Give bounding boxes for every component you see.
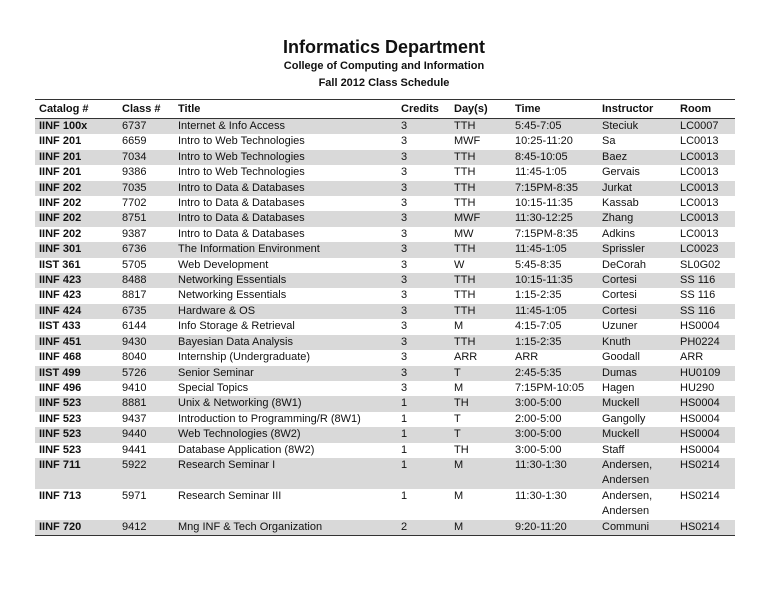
cell-room: LC0013 — [680, 227, 719, 240]
table-header-row — [35, 100, 735, 119]
cell-time: 3:00-5:00 — [511, 396, 598, 411]
cell-days: TTH — [454, 289, 476, 302]
cell-class: 8881 — [118, 396, 174, 411]
term-subtitle: Fall 2012 Class Schedule — [318, 77, 450, 89]
cell-days: M — [454, 381, 464, 394]
cell-room: SL0G02 — [680, 258, 721, 271]
cell-time: 11:45-1:05 — [511, 304, 598, 319]
cell-catalog: IINF 201 — [35, 150, 118, 165]
cell-days: T — [454, 412, 461, 425]
table-row — [35, 350, 735, 365]
table-row — [35, 520, 735, 536]
cell-room: SS 116 — [680, 289, 716, 302]
cell-time: 11:45-1:05 — [515, 166, 567, 179]
cell-days: TH — [450, 396, 511, 411]
cell-credits: 3 — [401, 258, 408, 271]
cell-class: 6659 — [122, 135, 147, 148]
cell-class: 5726 — [118, 366, 174, 381]
table-row — [35, 119, 735, 135]
cell-catalog: IINF 201 — [39, 135, 82, 148]
table-row — [35, 227, 735, 242]
cell-days: TTH — [450, 335, 511, 350]
cell-credits: 3 — [397, 242, 450, 257]
cell-title: Intro to Data & Databases — [178, 197, 305, 210]
cell-title: Special Topics — [178, 381, 249, 394]
cell-time: 10:15-11:35 — [511, 273, 598, 288]
table-row — [35, 412, 735, 427]
cell-class: 8751 — [118, 211, 174, 226]
cell-credits: 3 — [401, 320, 408, 333]
cell-instructor: Zhang — [598, 211, 676, 226]
college-subtitle: College of Computing and Information — [283, 60, 485, 72]
cell-time: 3:00-5:00 — [515, 443, 562, 456]
cell-instructor: Adkins — [602, 227, 636, 240]
cell-room: HS0214 — [680, 489, 720, 502]
cell-title: Hardware & OS — [174, 304, 397, 319]
cell-title: Web Technologies (8W2) — [174, 427, 397, 442]
cell-instructor: Steciuk — [598, 119, 676, 135]
cell-time: 11:45-1:05 — [511, 242, 598, 257]
cell-credits: 3 — [397, 366, 450, 381]
cell-title: Intro to Data & Databases — [174, 211, 397, 226]
cell-time: ARR — [515, 351, 539, 364]
cell-room: HS0214 — [676, 520, 735, 536]
cell-credits: 1 — [401, 412, 408, 425]
cell-title: Unix & Networking (8W1) — [174, 396, 397, 411]
cell-title: Mng INF & Tech Organization — [174, 520, 397, 536]
table-row — [35, 366, 735, 381]
cell-days: M — [454, 489, 464, 502]
cell-room: HS0004 — [676, 396, 735, 411]
table-row — [35, 288, 735, 303]
cell-credits: 3 — [397, 181, 450, 196]
cell-credits: 3 — [401, 351, 408, 364]
cell-class: 8040 — [122, 351, 147, 364]
table-row — [35, 304, 735, 319]
cell-instructor: Andersen, Andersen — [602, 489, 653, 518]
cell-instructor: Knuth — [598, 335, 676, 350]
cell-days: TTH — [450, 242, 511, 257]
cell-instructor: Sa — [602, 135, 616, 148]
cell-class: 9440 — [118, 427, 174, 442]
cell-title: Database Application (8W2) — [178, 443, 315, 456]
cell-credits: 1 — [401, 443, 408, 456]
cell-room: SS 116 — [676, 273, 735, 288]
table-row — [35, 211, 735, 226]
cell-days: TTH — [450, 119, 511, 135]
cell-days: M — [450, 520, 511, 536]
cell-instructor: Sprissler — [598, 242, 676, 257]
cell-days: MWF — [454, 135, 481, 148]
header-time: Time — [511, 100, 598, 119]
cell-days: MWF — [450, 211, 511, 226]
cell-catalog: IINF 451 — [35, 335, 118, 350]
cell-class: 9430 — [118, 335, 174, 350]
cell-days: ARR — [454, 351, 478, 364]
cell-catalog: IINF 496 — [39, 381, 82, 394]
cell-title: Intro to Web Technologies — [174, 150, 397, 165]
table-row — [35, 258, 735, 273]
cell-time: 7:15PM-8:35 — [515, 227, 578, 240]
cell-credits: 3 — [397, 335, 450, 350]
table-row — [35, 443, 735, 458]
cell-class: 9410 — [122, 381, 147, 394]
cell-class: 7034 — [118, 150, 174, 165]
cell-room: LC0013 — [680, 135, 719, 148]
cell-room: LC0013 — [676, 150, 735, 165]
cell-class: 6736 — [118, 242, 174, 257]
cell-catalog: IIST 499 — [35, 366, 118, 381]
cell-days: MW — [454, 227, 474, 240]
header-credits: Credits — [397, 100, 450, 119]
cell-catalog: IINF 423 — [39, 289, 82, 302]
cell-time: 1:15-2:35 — [515, 289, 562, 302]
cell-room: LC0013 — [676, 211, 735, 226]
cell-title: Research Seminar I — [174, 458, 397, 489]
cell-title: Intro to Data & Databases — [178, 227, 305, 240]
cell-days: TTH — [454, 166, 476, 179]
cell-time: 3:00-5:00 — [511, 427, 598, 442]
cell-class: 7035 — [118, 181, 174, 196]
cell-catalog: IINF 523 — [35, 396, 118, 411]
cell-class: 9386 — [122, 166, 147, 179]
cell-credits: 1 — [397, 427, 450, 442]
cell-credits: 3 — [397, 304, 450, 319]
cell-room: LC0013 — [680, 166, 719, 179]
header-days: Day(s) — [450, 100, 511, 119]
cell-time: 9:20-11:20 — [511, 520, 598, 536]
cell-catalog: IINF 301 — [35, 242, 118, 257]
cell-catalog: IINF 202 — [35, 181, 118, 196]
cell-instructor: Kassab — [602, 197, 639, 210]
cell-title: Intro to Data & Databases — [174, 181, 397, 196]
cell-room: LC0013 — [680, 197, 719, 210]
table-row — [35, 319, 735, 334]
cell-class: 9437 — [122, 412, 147, 425]
cell-instructor: Gervais — [602, 166, 640, 179]
cell-instructor: Muckell — [598, 396, 676, 411]
table-row — [35, 242, 735, 257]
cell-credits: 2 — [397, 520, 450, 536]
cell-time: 4:15-7:05 — [515, 320, 562, 333]
cell-instructor: Baez — [598, 150, 676, 165]
header-class: Class # — [118, 100, 174, 119]
cell-room: HU0109 — [676, 366, 735, 381]
cell-credits: 3 — [397, 273, 450, 288]
cell-catalog: IINF 523 — [39, 412, 82, 425]
header-catalog: Catalog # — [35, 100, 118, 119]
cell-title: Internship (Undergraduate) — [178, 351, 311, 364]
cell-title: Info Storage & Retrieval — [178, 320, 295, 333]
cell-catalog: IINF 202 — [35, 211, 118, 226]
cell-credits: 1 — [401, 489, 408, 502]
cell-credits: 1 — [397, 396, 450, 411]
cell-instructor: Uzuner — [602, 320, 638, 333]
cell-instructor: Gangolly — [602, 412, 646, 425]
cell-days: M — [454, 320, 464, 333]
cell-time: 2:00-5:00 — [515, 412, 562, 425]
table-row — [35, 196, 735, 211]
table-row — [35, 427, 735, 442]
cell-days: TTH — [450, 150, 511, 165]
cell-credits: 3 — [397, 119, 450, 135]
cell-instructor: Jurkat — [598, 181, 676, 196]
cell-class: 6735 — [118, 304, 174, 319]
cell-time: 10:15-11:35 — [515, 197, 573, 210]
cell-catalog: IINF 720 — [35, 520, 118, 536]
cell-credits: 3 — [401, 381, 408, 394]
cell-title: Networking Essentials — [174, 273, 397, 288]
table-row — [35, 273, 735, 288]
cell-catalog: IINF 423 — [35, 273, 118, 288]
cell-instructor: Muckell — [598, 427, 676, 442]
cell-time: 7:15PM-8:35 — [511, 181, 598, 196]
cell-room: HS0004 — [676, 427, 735, 442]
cell-title: The Information Environment — [174, 242, 397, 257]
cell-credits: 3 — [397, 211, 450, 226]
cell-title: Intro to Web Technologies — [178, 166, 305, 179]
cell-credits: 3 — [401, 289, 408, 302]
cell-instructor: Goodall — [602, 351, 640, 364]
cell-catalog: IINF 711 — [35, 458, 118, 489]
cell-room: HS0214 — [676, 458, 735, 489]
cell-days: TTH — [454, 197, 476, 210]
cell-time: 2:45-5:35 — [511, 366, 598, 381]
cell-catalog: IIST 361 — [39, 258, 81, 271]
cell-catalog: IINF 100x — [35, 119, 118, 135]
cell-room: HS0004 — [680, 412, 720, 425]
cell-time: 8:45-10:05 — [511, 150, 598, 165]
cell-title: Networking Essentials — [178, 289, 287, 302]
cell-room: LC0023 — [676, 242, 735, 257]
header-title: Title — [174, 100, 397, 119]
cell-class: 8817 — [122, 289, 147, 302]
cell-catalog: IINF 201 — [39, 166, 82, 179]
cell-days: T — [450, 366, 511, 381]
cell-room: SS 116 — [676, 304, 735, 319]
cell-catalog: IINF 523 — [35, 427, 118, 442]
cell-class: 6737 — [118, 119, 174, 135]
cell-instructor: Andersen, Andersen — [598, 458, 676, 489]
cell-room: HS0004 — [680, 320, 720, 333]
table-row — [35, 335, 735, 350]
cell-days: TTH — [450, 273, 511, 288]
cell-room: PH0224 — [676, 335, 735, 350]
cell-days: T — [450, 427, 511, 442]
cell-instructor: Cortesi — [602, 289, 637, 302]
cell-time: 5:45-8:35 — [515, 258, 562, 271]
class-schedule-table — [35, 99, 735, 536]
cell-class: 9387 — [122, 227, 147, 240]
cell-room: LC0013 — [676, 181, 735, 196]
cell-catalog: IINF 424 — [35, 304, 118, 319]
cell-instructor: Staff — [602, 443, 625, 456]
cell-days: TTH — [450, 181, 511, 196]
cell-catalog: IINF 468 — [39, 351, 82, 364]
cell-catalog: IINF 523 — [39, 443, 82, 456]
cell-title: Senior Seminar — [174, 366, 397, 381]
cell-title: Introduction to Programming/R (8W1) — [178, 412, 361, 425]
cell-room: HU290 — [680, 381, 715, 394]
cell-time: 11:30-12:25 — [511, 211, 598, 226]
cell-catalog: IINF 202 — [39, 197, 82, 210]
cell-class: 5705 — [122, 258, 147, 271]
cell-class: 5922 — [118, 458, 174, 489]
cell-credits: 1 — [397, 458, 450, 489]
cell-instructor: DeCorah — [602, 258, 647, 271]
cell-class: 6144 — [122, 320, 147, 333]
cell-credits: 3 — [401, 197, 408, 210]
cell-instructor: Communi — [598, 520, 676, 536]
cell-credits: 3 — [401, 227, 408, 240]
cell-room: HS0004 — [680, 443, 720, 456]
table-row — [35, 134, 735, 149]
cell-class: 5971 — [122, 489, 147, 502]
cell-title: Research Seminar III — [178, 489, 282, 502]
header-room: Room — [676, 100, 735, 119]
cell-time: 1:15-2:35 — [511, 335, 598, 350]
cell-title: Internet & Info Access — [174, 119, 397, 135]
header-instructor: Instructor — [598, 100, 676, 119]
cell-credits: 3 — [401, 135, 408, 148]
cell-title: Intro to Web Technologies — [178, 135, 305, 148]
table-row — [35, 396, 735, 411]
cell-days: TH — [454, 443, 469, 456]
table-row — [35, 489, 735, 520]
cell-days: W — [454, 258, 465, 271]
cell-catalog: IINF 713 — [39, 489, 82, 502]
cell-time: 11:30-1:30 — [515, 489, 567, 502]
cell-instructor: Dumas — [598, 366, 676, 381]
cell-days: M — [450, 458, 511, 489]
cell-time: 7:15PM-10:05 — [515, 381, 585, 394]
cell-time: 11:30-1:30 — [511, 458, 598, 489]
table-row — [35, 150, 735, 165]
table-body — [35, 119, 735, 536]
cell-catalog: IIST 433 — [39, 320, 81, 333]
cell-title: Web Development — [178, 258, 269, 271]
cell-time: 5:45-7:05 — [511, 119, 598, 135]
cell-class: 7702 — [122, 197, 147, 210]
cell-room: LC0007 — [676, 119, 735, 135]
page-title: Informatics Department — [282, 37, 486, 57]
table-row — [35, 165, 735, 180]
cell-catalog: IINF 202 — [39, 227, 82, 240]
cell-class: 9412 — [118, 520, 174, 536]
cell-room: ARR — [680, 351, 704, 364]
table-row — [35, 381, 735, 396]
cell-credits: 3 — [397, 150, 450, 165]
table-row — [35, 458, 735, 489]
cell-credits: 3 — [401, 166, 408, 179]
cell-title: Bayesian Data Analysis — [174, 335, 397, 350]
cell-instructor: Cortesi — [598, 304, 676, 319]
cell-instructor: Cortesi — [598, 273, 676, 288]
cell-instructor: Hagen — [602, 381, 635, 394]
table-row — [35, 181, 735, 196]
cell-time: 10:25-11:20 — [515, 135, 573, 148]
cell-class: 8488 — [118, 273, 174, 288]
cell-days: TTH — [450, 304, 511, 319]
cell-class: 9441 — [122, 443, 147, 456]
